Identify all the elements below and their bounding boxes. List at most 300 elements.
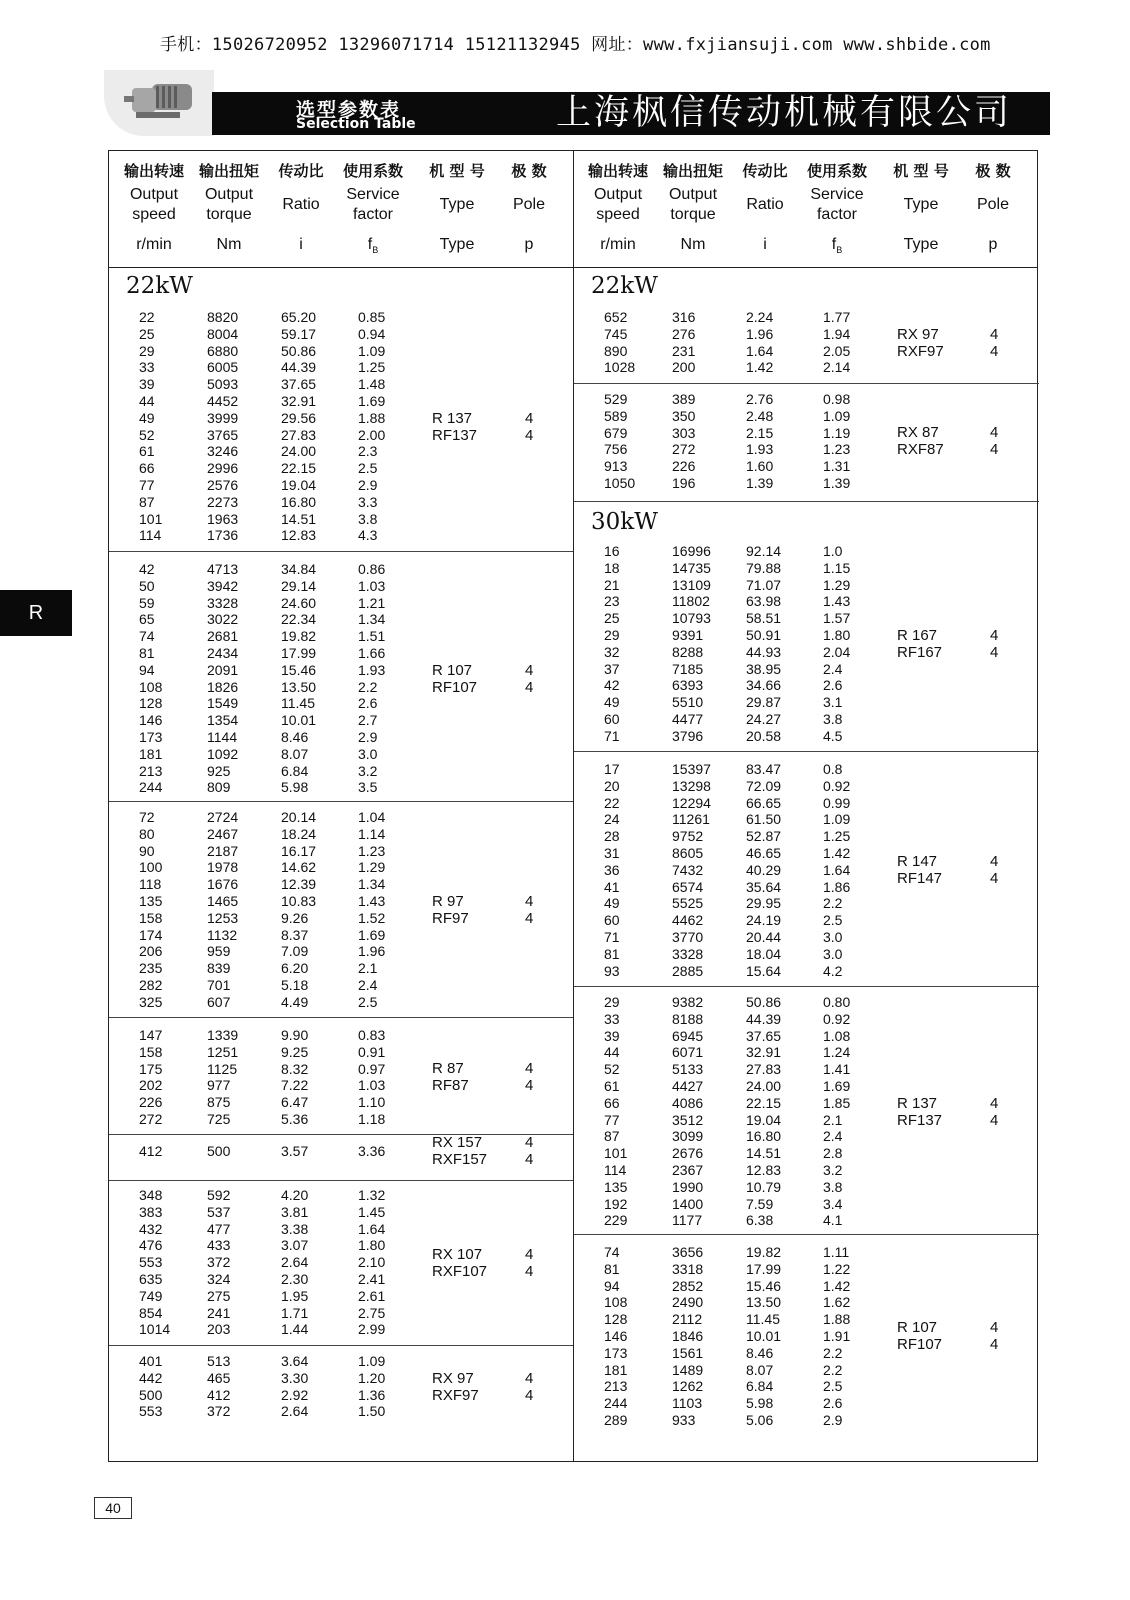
ratio-cell: 1.44 xyxy=(281,1321,309,1338)
factor-cell: 2.5 xyxy=(358,993,378,1010)
torque-cell: 6393 xyxy=(672,677,704,694)
pole-value: 4 xyxy=(990,441,999,459)
factor-cell: 0.83 xyxy=(358,1027,386,1043)
ratio-cell: 5.06 xyxy=(746,1412,774,1428)
factor-cell: 1.69 xyxy=(823,1078,851,1094)
column-header-zh: 机 型 号 xyxy=(893,162,949,180)
speed-cell: 21 xyxy=(604,576,620,593)
speed-cell: 553 xyxy=(139,1254,163,1271)
factor-cell: 4.1 xyxy=(823,1212,843,1229)
ratio-cell: 2.30 xyxy=(281,1271,309,1287)
torque-cell: 2091 xyxy=(207,661,239,678)
speed-cell: 348 xyxy=(139,1187,163,1203)
speed-cell: 50 xyxy=(139,577,155,594)
factor-cell: 4.2 xyxy=(823,962,843,979)
column-header-en xyxy=(190,185,268,225)
speed-cell: 60 xyxy=(604,711,620,727)
factor-cell: 1.19 xyxy=(823,424,851,441)
factor-cell: 3.36 xyxy=(358,1143,386,1159)
speed-cell: 175 xyxy=(139,1060,163,1077)
torque-cell: 2367 xyxy=(672,1162,704,1178)
torque-cell: 1736 xyxy=(207,527,239,544)
ratio-cell: 37.65 xyxy=(281,376,317,393)
ratio-cell: 15.46 xyxy=(281,661,317,678)
type-label: RF107 xyxy=(897,1336,943,1354)
factor-cell: 1.23 xyxy=(823,441,851,458)
pole-value: 4 xyxy=(990,643,999,661)
speed-cell: 36 xyxy=(604,861,620,878)
speed-cell: 33 xyxy=(139,359,155,376)
column-header-unit: i xyxy=(299,236,303,253)
speed-cell: 1014 xyxy=(139,1321,171,1338)
torque-cell: 8188 xyxy=(672,1010,704,1027)
column-header-en-line1: Service xyxy=(810,186,864,203)
column-header-unit: p xyxy=(988,236,998,253)
factor-cell: 1.25 xyxy=(823,828,851,845)
column-header-en-line2: factor xyxy=(816,206,857,223)
factor-cell: 1.24 xyxy=(823,1044,851,1061)
speed-cell: 553 xyxy=(139,1403,163,1420)
speed-cell: 74 xyxy=(139,628,155,645)
speed-cell: 890 xyxy=(604,342,628,359)
factor-cell: 1.93 xyxy=(358,661,386,678)
company-name: 上海枫信传动机械有限公司 xyxy=(555,93,1012,133)
column-header-zh: 极 数 xyxy=(975,162,1011,180)
speed-cell: 173 xyxy=(139,729,163,745)
type-label: R 167 xyxy=(897,626,938,644)
factor-cell: 0.8 xyxy=(823,761,843,777)
torque-cell: 1125 xyxy=(207,1060,238,1077)
ratio-cell: 7.59 xyxy=(746,1195,774,1212)
torque-cell: 8004 xyxy=(207,325,239,342)
section-divider xyxy=(109,1180,573,1181)
factor-cell: 2.14 xyxy=(823,359,851,376)
torque-cell: 1549 xyxy=(207,695,239,712)
ratio-cell: 6.84 xyxy=(281,762,309,779)
type-label: RF137 xyxy=(432,426,478,444)
speed-cell: 74 xyxy=(604,1244,620,1260)
speed-cell: 652 xyxy=(604,309,628,325)
factor-cell: 2.61 xyxy=(358,1287,386,1304)
factor-cell: 0.92 xyxy=(823,777,851,794)
speed-cell: 114 xyxy=(139,527,162,544)
ratio-cell: 9.26 xyxy=(281,909,309,926)
speed-cell: 42 xyxy=(139,561,155,577)
torque-cell: 1103 xyxy=(672,1395,703,1412)
column-header-en-line1: Output xyxy=(204,186,254,203)
speed-cell: 213 xyxy=(604,1378,628,1395)
speed-cell: 100 xyxy=(139,859,163,876)
factor-cell: 0.92 xyxy=(823,1010,851,1027)
torque-cell: 6071 xyxy=(672,1044,704,1061)
speed-cell: 1050 xyxy=(604,475,636,491)
factor-cell: 3.1 xyxy=(823,694,843,711)
factor-cell: 2.6 xyxy=(358,695,378,712)
ratio-cell: 15.46 xyxy=(746,1277,782,1294)
ratio-cell: 1.96 xyxy=(746,325,774,342)
torque-cell: 9382 xyxy=(672,994,704,1010)
speed-cell: 146 xyxy=(604,1328,628,1344)
torque-cell: 925 xyxy=(207,762,231,779)
pole-value: 4 xyxy=(990,342,999,360)
torque-cell: 977 xyxy=(207,1077,231,1094)
factor-cell: 0.86 xyxy=(358,561,386,577)
column-header-zh: 使用系数 xyxy=(342,162,403,180)
torque-cell: 809 xyxy=(207,779,231,796)
ratio-cell: 40.29 xyxy=(746,861,782,878)
pole-value: 4 xyxy=(525,892,534,910)
type-label: RX 97 xyxy=(897,325,939,343)
factor-cell: 1.11 xyxy=(823,1244,850,1260)
pole-value: 4 xyxy=(525,1060,534,1078)
factor-cell: 1.31 xyxy=(823,458,851,475)
factor-cell: 1.88 xyxy=(823,1311,851,1328)
factor-cell: 2.00 xyxy=(358,426,386,443)
speed-cell: 72 xyxy=(139,809,155,825)
factor-cell: 1.77 xyxy=(823,309,851,325)
pole-value: 4 xyxy=(525,1262,534,1280)
speed-cell: 93 xyxy=(604,962,620,979)
column-header-unit: Nm xyxy=(680,236,706,253)
factor-cell: 1.09 xyxy=(823,407,851,424)
ratio-cell: 3.07 xyxy=(281,1237,309,1254)
ratio-cell: 9.90 xyxy=(281,1027,309,1043)
speed-cell: 1028 xyxy=(604,359,636,376)
factor-cell: 1.80 xyxy=(358,1237,386,1254)
torque-cell: 1400 xyxy=(672,1195,704,1212)
factor-cell: 1.41 xyxy=(823,1061,851,1078)
speed-cell: 412 xyxy=(139,1143,163,1159)
torque-cell: 2681 xyxy=(207,628,239,645)
torque-cell: 3099 xyxy=(672,1128,704,1145)
ratio-cell: 44.93 xyxy=(746,643,782,660)
speed-cell: 81 xyxy=(604,945,620,962)
factor-cell: 3.4 xyxy=(823,1195,843,1212)
ratio-cell: 10.01 xyxy=(746,1328,782,1344)
ratio-cell: 15.64 xyxy=(746,962,782,979)
ratio-cell: 37.65 xyxy=(746,1027,782,1044)
pole-value: 4 xyxy=(990,626,999,644)
torque-cell: 1846 xyxy=(672,1328,704,1344)
speed-cell: 114 xyxy=(604,1162,627,1178)
ratio-cell: 20.44 xyxy=(746,929,782,945)
torque-cell: 13109 xyxy=(672,576,711,593)
torque-cell: 1253 xyxy=(207,909,239,926)
speed-cell: 94 xyxy=(139,661,155,678)
speed-cell: 61 xyxy=(604,1078,620,1094)
factor-cell: 3.2 xyxy=(823,1162,843,1178)
column-header-en xyxy=(799,185,875,225)
factor-cell: 1.20 xyxy=(358,1369,386,1386)
ratio-cell: 3.57 xyxy=(281,1143,309,1159)
ratio-cell: 19.04 xyxy=(746,1111,782,1128)
torque-cell: 725 xyxy=(207,1111,231,1127)
torque-cell: 1465 xyxy=(207,893,239,909)
ratio-cell: 6.84 xyxy=(746,1378,774,1395)
ratio-cell: 22.15 xyxy=(746,1094,782,1111)
column-header-unit: p xyxy=(524,236,534,253)
ratio-cell: 38.95 xyxy=(746,660,782,677)
column-header-zh: 极 数 xyxy=(511,162,547,180)
factor-cell: 1.69 xyxy=(358,926,386,943)
speed-cell: 42 xyxy=(604,677,620,694)
ratio-cell: 92.14 xyxy=(746,543,782,559)
torque-cell: 3328 xyxy=(672,945,704,962)
speed-cell: 31 xyxy=(604,845,620,861)
column-header-en xyxy=(335,185,411,225)
torque-cell: 276 xyxy=(672,325,696,342)
torque-cell: 7185 xyxy=(672,660,704,677)
section-divider xyxy=(574,1234,1039,1235)
ratio-cell: 63.98 xyxy=(746,593,782,610)
ratio-cell: 19.82 xyxy=(281,628,317,645)
torque-cell: 303 xyxy=(672,424,696,441)
factor-cell: 1.91 xyxy=(823,1328,851,1344)
speed-cell: 476 xyxy=(139,1237,163,1254)
torque-cell: 1561 xyxy=(672,1344,704,1361)
torque-cell: 959 xyxy=(207,943,231,960)
torque-cell: 324 xyxy=(207,1271,231,1287)
page-number: 40 xyxy=(94,1497,132,1519)
column-header-unit: Type xyxy=(439,236,475,253)
torque-cell: 12294 xyxy=(672,794,711,811)
speed-cell: 66 xyxy=(604,1094,620,1111)
ratio-cell: 9.25 xyxy=(281,1043,309,1060)
speed-cell: 282 xyxy=(139,977,163,993)
torque-cell: 3765 xyxy=(207,426,239,443)
factor-cell: 1.04 xyxy=(358,809,386,825)
column-header-en-line1: Service xyxy=(346,186,400,203)
pole-value: 4 xyxy=(990,870,999,888)
factor-cell: 1.14 xyxy=(358,825,386,842)
ratio-cell: 14.62 xyxy=(281,859,317,876)
ratio-cell: 11.45 xyxy=(281,695,315,712)
section-divider xyxy=(109,1134,573,1135)
torque-cell: 275 xyxy=(207,1287,231,1304)
torque-cell: 513 xyxy=(207,1353,231,1369)
factor-cell: 1.51 xyxy=(358,628,386,645)
speed-cell: 37 xyxy=(604,660,620,677)
speed-cell: 173 xyxy=(604,1344,628,1361)
ratio-cell: 52.87 xyxy=(746,828,782,845)
ratio-cell: 1.39 xyxy=(746,475,774,491)
speed-cell: 181 xyxy=(139,745,163,762)
ratio-cell: 61.50 xyxy=(746,811,782,828)
speed-cell: 589 xyxy=(604,407,628,424)
factor-cell: 1.25 xyxy=(358,359,386,376)
torque-cell: 3022 xyxy=(207,611,239,628)
factor-cell: 1.88 xyxy=(358,409,386,426)
factor-cell: 3.8 xyxy=(823,1178,843,1195)
speed-cell: 41 xyxy=(604,878,620,895)
ratio-cell: 16.17 xyxy=(281,842,317,859)
type-label: R 137 xyxy=(432,409,473,427)
speed-cell: 289 xyxy=(604,1412,628,1428)
ratio-cell: 34.66 xyxy=(746,677,782,694)
ratio-cell: 24.27 xyxy=(746,711,782,727)
ratio-cell: 6.20 xyxy=(281,960,309,977)
torque-cell: 1132 xyxy=(207,926,238,943)
section-divider xyxy=(109,1017,573,1018)
ratio-cell: 11.45 xyxy=(746,1311,780,1328)
ratio-cell: 29.87 xyxy=(746,694,782,711)
ratio-cell: 79.88 xyxy=(746,559,782,576)
column-header-en: Pole xyxy=(512,196,546,213)
speed-cell: 28 xyxy=(604,828,620,845)
speed-cell: 226 xyxy=(139,1094,163,1111)
torque-cell: 3770 xyxy=(672,929,704,945)
ratio-cell: 50.91 xyxy=(746,627,782,643)
factor-cell: 1.50 xyxy=(358,1403,386,1420)
factor-cell: 2.10 xyxy=(358,1254,386,1271)
torque-cell: 5093 xyxy=(207,376,239,393)
pole-value: 4 xyxy=(990,1319,999,1337)
speed-cell: 49 xyxy=(604,694,620,711)
torque-cell: 200 xyxy=(672,359,696,376)
torque-cell: 4462 xyxy=(672,912,704,929)
gearmotor-logo xyxy=(104,70,214,136)
torque-cell: 350 xyxy=(672,407,696,424)
factor-cell: 1.43 xyxy=(358,893,386,909)
factor-cell: 1.32 xyxy=(358,1187,386,1203)
section-divider xyxy=(109,1345,573,1346)
type-label: RXF97 xyxy=(897,342,944,360)
factor-cell: 1.29 xyxy=(823,576,851,593)
type-label: RXF97 xyxy=(432,1386,479,1404)
ratio-cell: 16.80 xyxy=(746,1128,782,1145)
ratio-cell: 3.30 xyxy=(281,1369,309,1386)
ratio-cell: 29.95 xyxy=(746,895,782,912)
ratio-cell: 4.49 xyxy=(281,993,309,1010)
torque-cell: 537 xyxy=(207,1203,231,1220)
speed-cell: 158 xyxy=(139,1043,163,1060)
torque-cell: 372 xyxy=(207,1254,231,1271)
ratio-cell: 19.04 xyxy=(281,477,317,493)
factor-cell: 2.2 xyxy=(823,1344,843,1361)
torque-cell: 1262 xyxy=(672,1378,704,1395)
speed-cell: 108 xyxy=(604,1294,628,1311)
ratio-cell: 4.20 xyxy=(281,1187,309,1203)
speed-cell: 71 xyxy=(604,727,620,744)
torque-cell: 8605 xyxy=(672,845,704,861)
type-label: RX 107 xyxy=(432,1245,483,1263)
factor-cell: 2.1 xyxy=(823,1111,843,1128)
speed-cell: 745 xyxy=(604,325,628,342)
pole-value: 4 xyxy=(525,1077,534,1095)
column-header-zh: 输出扭矩 xyxy=(662,162,723,180)
ratio-cell: 13.50 xyxy=(746,1294,782,1311)
factor-cell: 2.8 xyxy=(823,1145,843,1162)
speed-cell: 135 xyxy=(604,1178,628,1195)
factor-cell: 1.34 xyxy=(358,611,386,628)
speed-cell: 32 xyxy=(604,643,620,660)
speed-cell: 101 xyxy=(604,1145,628,1162)
column-header-zh: 输出扭矩 xyxy=(198,162,259,180)
torque-cell: 6880 xyxy=(207,342,239,359)
speed-cell: 39 xyxy=(604,1027,620,1044)
torque-cell: 3318 xyxy=(672,1260,704,1277)
pole-value: 4 xyxy=(990,1094,999,1112)
factor-cell: 0.97 xyxy=(358,1060,386,1077)
ratio-cell: 50.86 xyxy=(746,994,782,1010)
pole-value: 4 xyxy=(525,426,534,444)
type-label: R 147 xyxy=(897,853,938,871)
speed-cell: 235 xyxy=(139,960,163,977)
pole-value: 4 xyxy=(990,853,999,871)
speed-cell: 401 xyxy=(139,1353,163,1369)
column-header-zh: 机 型 号 xyxy=(429,162,485,180)
torque-cell: 7432 xyxy=(672,861,704,878)
factor-cell: 0.98 xyxy=(823,391,851,407)
torque-cell: 8288 xyxy=(672,643,704,660)
section-divider xyxy=(574,383,1039,384)
torque-cell: 1978 xyxy=(207,859,239,876)
factor-cell: 3.5 xyxy=(358,779,378,796)
factor-cell: 1.29 xyxy=(358,859,386,876)
ratio-cell: 5.98 xyxy=(746,1395,774,1412)
pole-value: 4 xyxy=(525,1151,534,1169)
column-header-en-line1: Output xyxy=(129,186,179,203)
speed-cell: 25 xyxy=(604,610,620,627)
factor-cell: 1.43 xyxy=(823,593,851,610)
column-header-unit: $f_B$ xyxy=(831,236,843,256)
factor-cell: 3.2 xyxy=(358,762,378,779)
torque-cell: 2576 xyxy=(207,477,239,493)
ratio-cell: 19.82 xyxy=(746,1244,782,1260)
torque-cell: 1826 xyxy=(207,678,239,695)
ratio-cell: 3.64 xyxy=(281,1353,309,1369)
pole-value: 4 xyxy=(525,678,534,696)
factor-cell: 1.36 xyxy=(358,1386,386,1403)
factor-cell: 1.96 xyxy=(358,943,386,960)
torque-cell: 3796 xyxy=(672,727,704,744)
factor-cell: 1.64 xyxy=(358,1220,386,1237)
factor-cell: 3.8 xyxy=(358,510,378,527)
factor-cell: 2.3 xyxy=(358,443,378,460)
ratio-cell: 2.15 xyxy=(746,424,774,441)
torque-cell: 2885 xyxy=(672,962,704,979)
torque-cell: 1354 xyxy=(207,712,239,729)
column-header-en-line2: torque xyxy=(670,206,716,223)
factor-cell: 1.10 xyxy=(358,1094,386,1111)
factor-cell: 2.99 xyxy=(358,1321,386,1338)
ratio-cell: 2.64 xyxy=(281,1403,309,1420)
factor-cell: 1.03 xyxy=(358,1077,386,1094)
speed-cell: 128 xyxy=(604,1311,628,1328)
factor-cell: 1.18 xyxy=(358,1111,386,1127)
ratio-cell: 44.39 xyxy=(746,1010,782,1027)
ratio-cell: 29.56 xyxy=(281,409,317,426)
ratio-cell: 27.83 xyxy=(281,426,317,443)
type-label: R 87 xyxy=(432,1060,464,1078)
torque-cell: 592 xyxy=(207,1187,231,1203)
section-divider xyxy=(574,751,1039,752)
ratio-cell: 6.38 xyxy=(746,1212,774,1229)
factor-cell: 2.2 xyxy=(823,895,843,912)
torque-cell: 226 xyxy=(672,458,696,475)
factor-cell: 1.21 xyxy=(358,594,386,611)
speed-cell: 118 xyxy=(139,876,162,893)
type-label: RF107 xyxy=(432,678,478,696)
ratio-cell: 2.76 xyxy=(746,391,774,407)
speed-cell: 29 xyxy=(139,342,155,359)
speed-cell: 44 xyxy=(139,393,155,409)
ratio-cell: 29.14 xyxy=(281,577,317,594)
factor-cell: 2.6 xyxy=(823,677,843,694)
factor-cell: 1.69 xyxy=(358,393,386,409)
torque-cell: 1092 xyxy=(207,745,239,762)
type-label: RX 97 xyxy=(432,1369,474,1387)
